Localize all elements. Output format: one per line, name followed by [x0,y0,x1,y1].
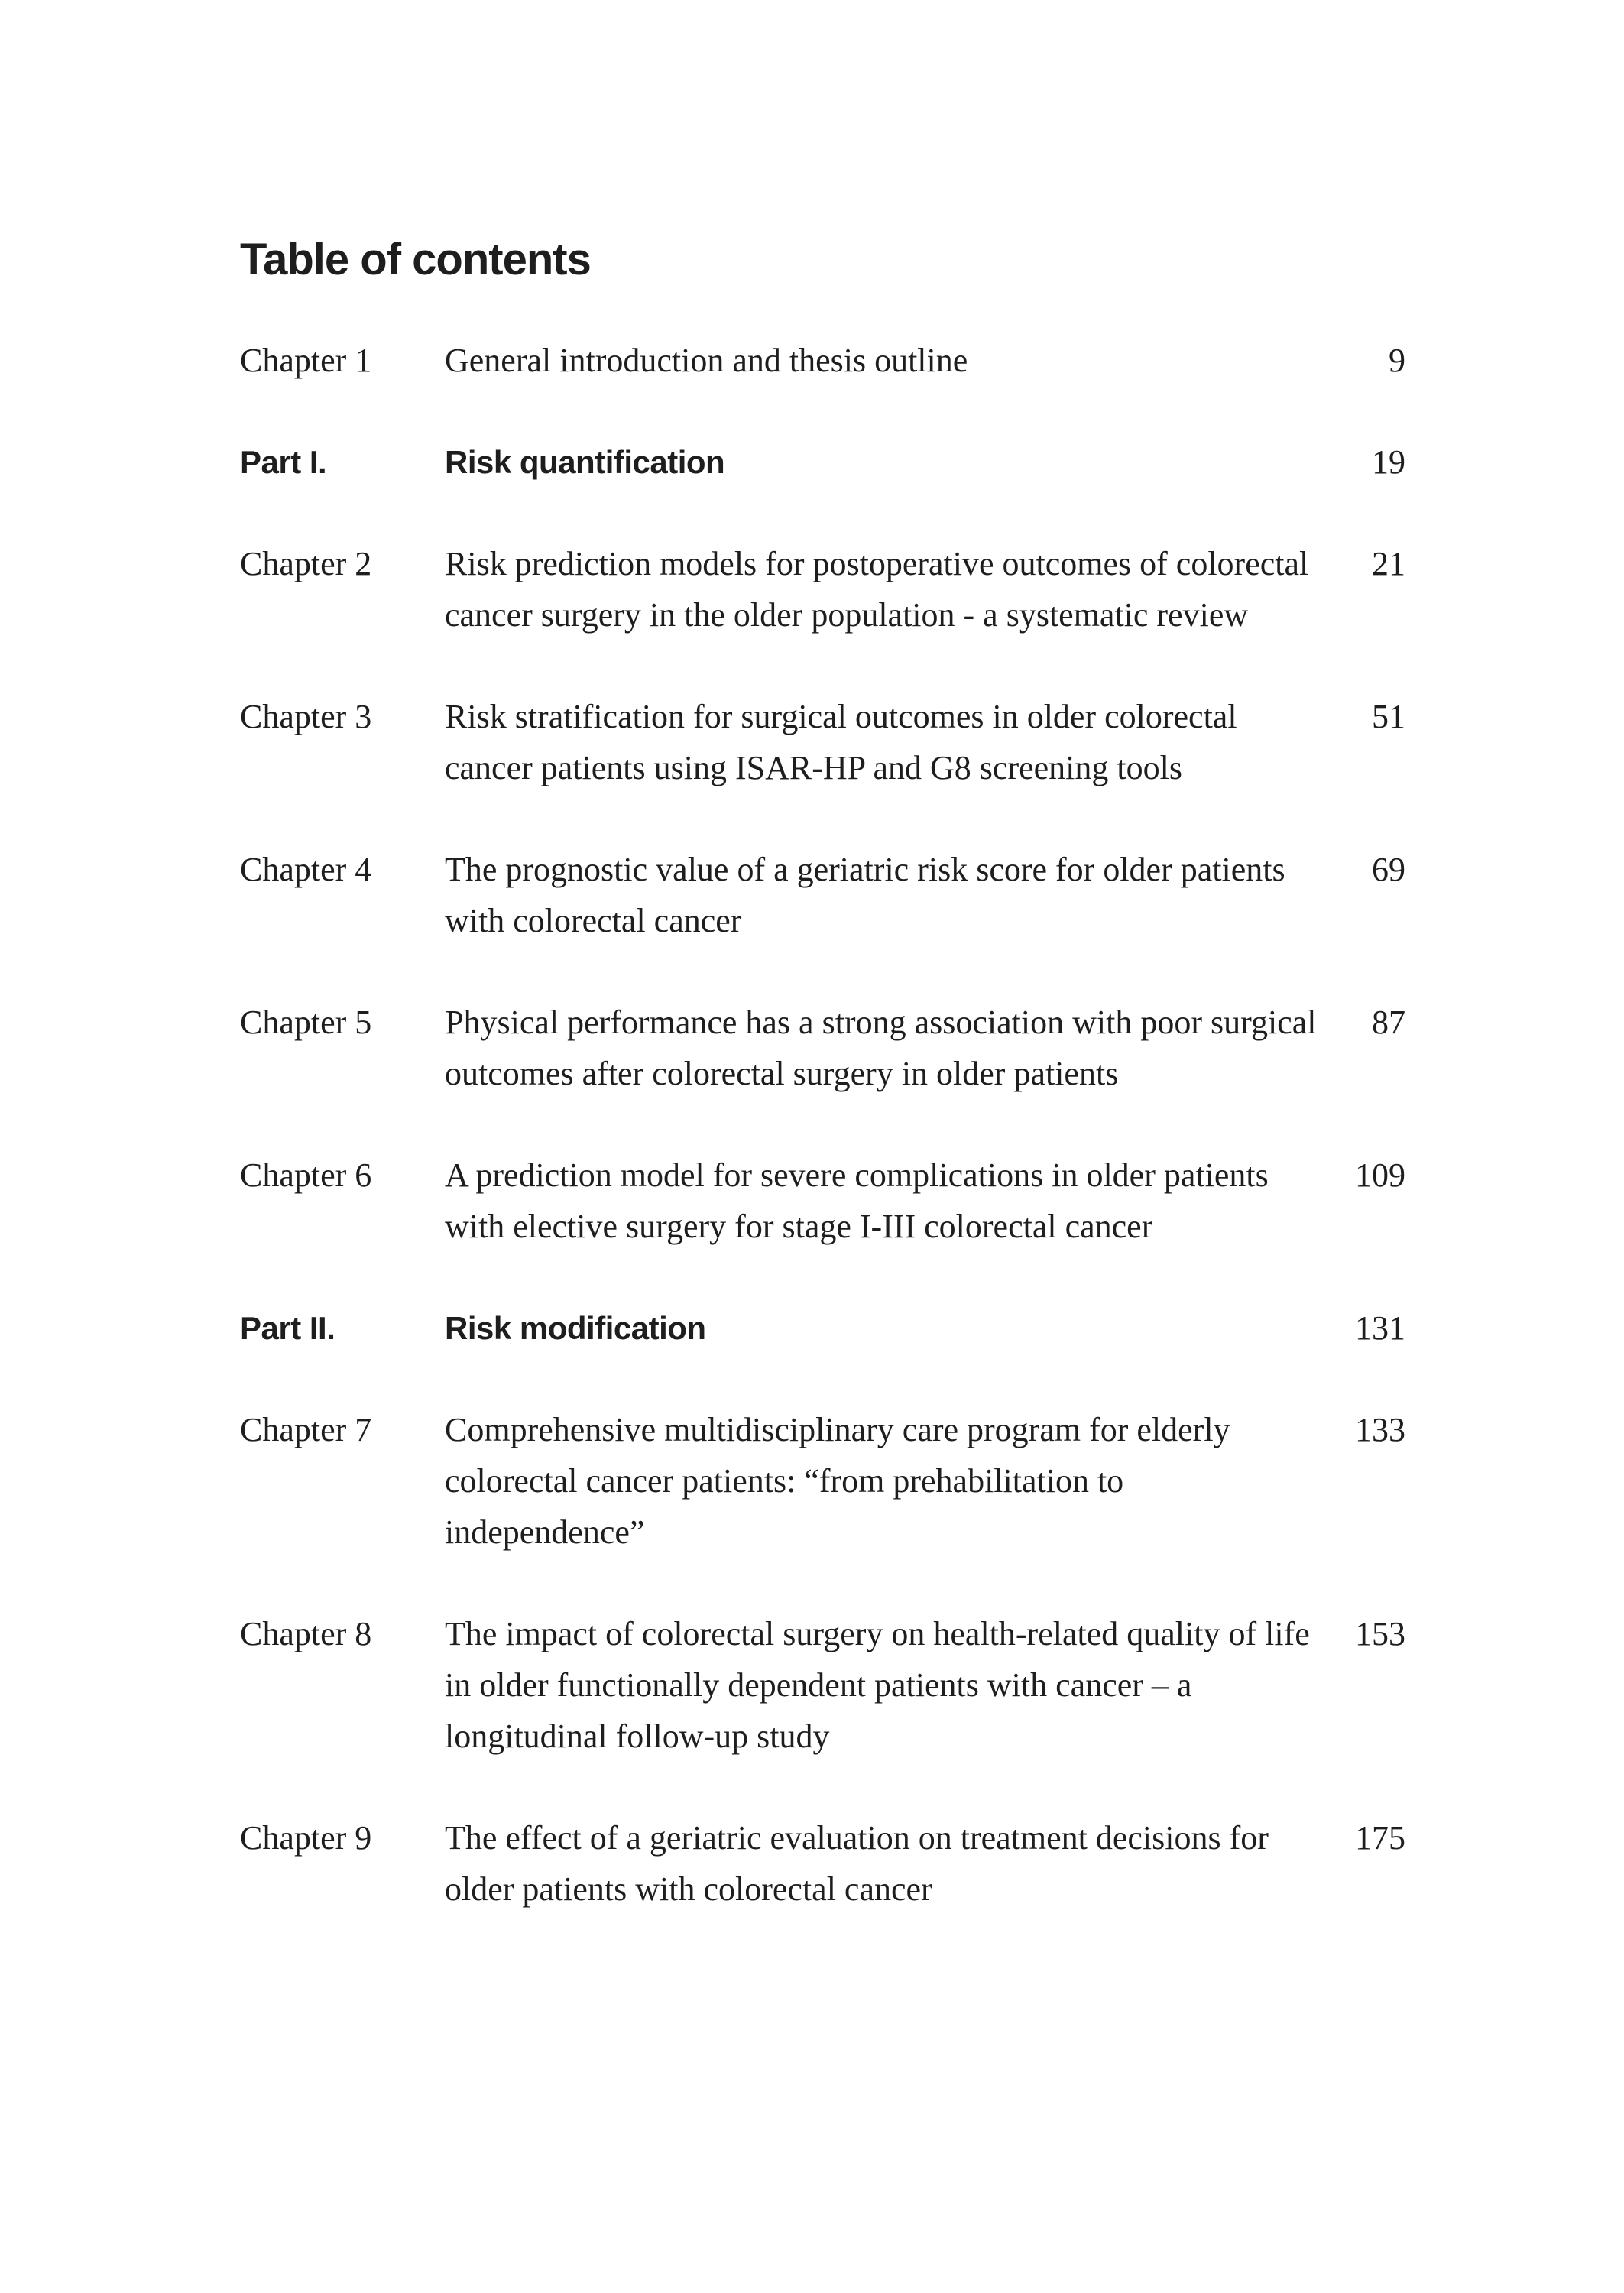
toc-entry-page: 9 [1389,342,1405,379]
toc-entry-chapter-5[interactable] [240,997,1405,1099]
toc-entry-title: General introduction and thesis outline [445,342,968,379]
toc-entry-page: 69 [1372,851,1405,888]
toc-entry-chapter-2[interactable] [240,538,1405,641]
toc-entry-chapter-3[interactable] [240,691,1405,793]
toc-entry-label: Chapter 1 [240,342,372,379]
toc-entry-page: 109 [1355,1156,1405,1194]
toc-entry-page: 131 [1355,1309,1405,1347]
toc-entry-part-1[interactable] [240,436,1405,488]
toc-entry-chapter-9[interactable] [240,1812,1405,1915]
toc-entry-title: A prediction model for severe complications in older patients with elective surgery for stage I-III colorectal cancer [445,1156,1269,1245]
toc-entry-title: Comprehensive multidisciplinary care program for elderly colorectal cancer patients: “from prehabilitation to independence” [445,1411,1230,1551]
toc-entry-title: Physical performance has a strong association with poor surgical outcomes after colorectal surgery in older patients [445,1004,1317,1092]
toc-entry-label: Chapter 9 [240,1819,372,1857]
toc-entry-page: 153 [1355,1615,1405,1652]
toc-entry-label: Chapter 6 [240,1156,372,1194]
toc-entry-page: 19 [1372,443,1405,481]
toc-entry-chapter-1[interactable] [240,335,1405,386]
toc-part-label: Part I. [240,444,327,480]
toc-part-title: Risk quantification [445,444,725,480]
toc-entry-label: Chapter 4 [240,851,372,888]
toc-entry-label: Chapter 3 [240,698,372,735]
toc-entry-page: 87 [1372,1004,1405,1041]
toc-entry-chapter-7[interactable] [240,1404,1405,1558]
toc-entry-page: 51 [1372,698,1405,735]
toc-entry-title: The effect of a geriatric evaluation on treatment decisions for older patients with colorectal cancer [445,1819,1269,1908]
toc-entry-title: Risk stratification for surgical outcomes in older colorectal cancer patients using ISAR-HP and G8 screening tools [445,698,1237,786]
toc-entry-label: Chapter 8 [240,1615,372,1652]
toc-entry-page: 133 [1355,1411,1405,1448]
toc-list [240,335,1405,1915]
toc-part-label: Part II. [240,1310,335,1346]
toc-entry-chapter-6[interactable] [240,1150,1405,1252]
toc-entry-title: The prognostic value of a geriatric risk score for older patients with colorectal cancer [445,851,1285,939]
toc-entry-chapter-8[interactable] [240,1608,1405,1762]
toc-page [240,229,1405,1915]
toc-entry-chapter-4[interactable] [240,844,1405,946]
toc-entry-label: Chapter 2 [240,545,372,582]
toc-entry-title: The impact of colorectal surgery on health-related quality of life in older functionally dependent patients with cancer – a longitudinal follow-up study [445,1615,1310,1755]
toc-part-title: Risk modification [445,1310,706,1346]
toc-entry-page: 21 [1372,545,1405,582]
toc-entry-page: 175 [1355,1819,1405,1857]
toc-entry-title: Risk prediction models for postoperative outcomes of colorectal cancer surgery in the older population - a systematic review [445,545,1309,634]
toc-entry-part-2[interactable] [240,1302,1405,1354]
page-title: Table of contents [240,235,591,284]
toc-entry-label: Chapter 7 [240,1411,372,1448]
toc-entry-label: Chapter 5 [240,1004,372,1041]
